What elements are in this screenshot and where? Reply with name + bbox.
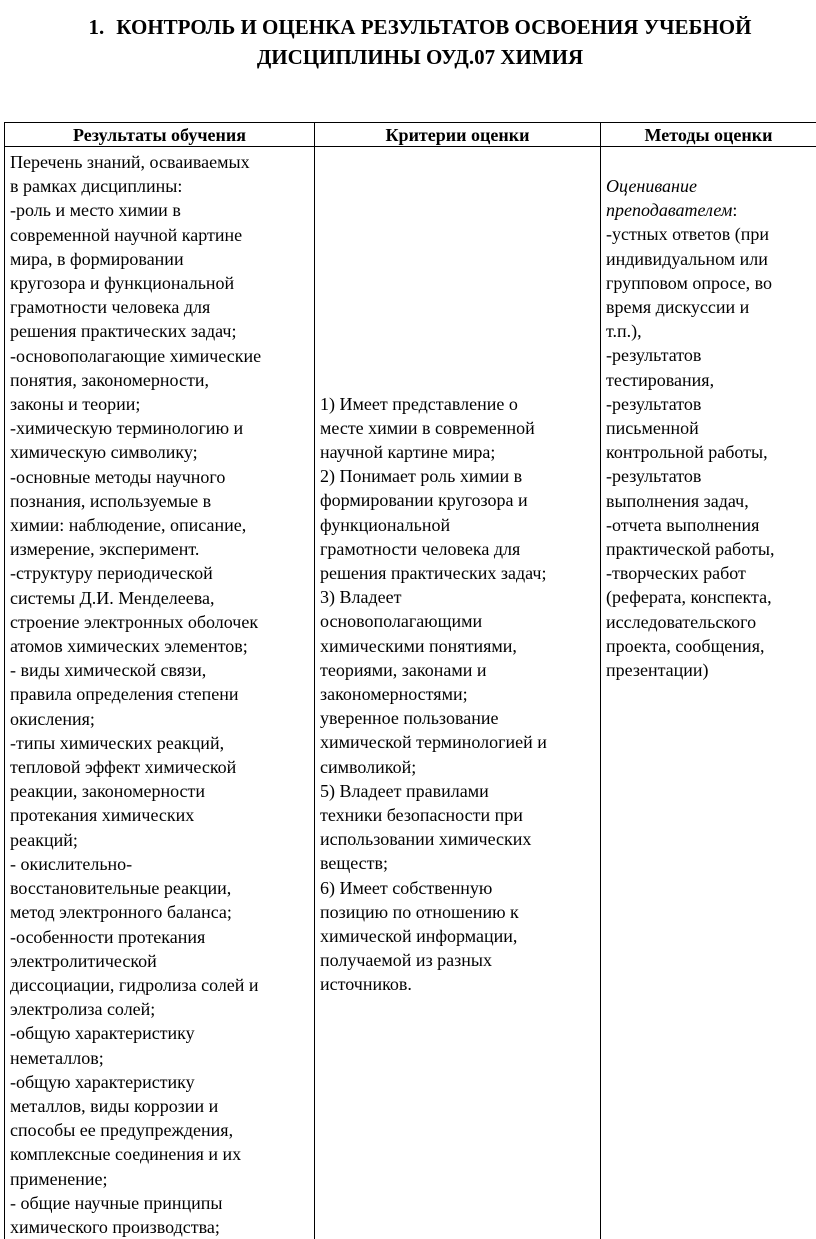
results-line: неметаллов; bbox=[10, 1046, 311, 1070]
results-line: протекания химических bbox=[10, 803, 311, 827]
results-line: кругозора и функциональной bbox=[10, 271, 311, 295]
results-line: применение; bbox=[10, 1167, 311, 1191]
title-line-2: ДИСЦИПЛИНЫ ОУД.07 ХИМИЯ bbox=[20, 42, 816, 72]
methods-heading-colon: : bbox=[732, 200, 737, 220]
results-line: метод электронного баланса; bbox=[10, 900, 311, 924]
methods-line: контрольной работы, bbox=[606, 440, 811, 464]
results-line: правила определения степени bbox=[10, 682, 311, 706]
results-line: -общую характеристику bbox=[10, 1021, 311, 1045]
criteria-line: химическими понятиями, bbox=[320, 634, 598, 658]
methods-line: (реферата, конспекта, bbox=[606, 585, 811, 609]
results-line: законы и теории; bbox=[10, 392, 311, 416]
results-line: электролиза солей; bbox=[10, 997, 311, 1021]
methods-line: -результатов bbox=[606, 343, 811, 367]
criteria-line: закономерностями; bbox=[320, 682, 598, 706]
methods-cell bbox=[601, 147, 816, 1239]
results-line: - окислительно- bbox=[10, 852, 311, 876]
criteria-line: позицию по отношению к bbox=[320, 900, 598, 924]
table-row bbox=[5, 147, 816, 1239]
methods-line: тестирования, bbox=[606, 368, 811, 392]
results-line: диссоциации, гидролиза солей и bbox=[10, 973, 311, 997]
criteria-line: 1) Имеет представление о bbox=[320, 392, 598, 416]
results-line: атомов химических элементов; bbox=[10, 634, 311, 658]
methods-heading-line1: Оценивание bbox=[606, 176, 697, 196]
results-line: в рамках дисциплины: bbox=[10, 174, 311, 198]
criteria-line: теориями, законами и bbox=[320, 658, 598, 682]
results-line: мира, в формировании bbox=[10, 247, 311, 271]
criteria-line: 2) Понимает роль химии в bbox=[320, 464, 598, 488]
results-line: Перечень знаний, осваиваемых bbox=[10, 150, 311, 174]
title-number: 1. bbox=[89, 15, 105, 39]
results-line: строение электронных оболочек bbox=[10, 610, 311, 634]
header-methods: Методы оценки bbox=[601, 123, 816, 147]
results-line: современной научной картине bbox=[10, 223, 311, 247]
header-criteria: Критерии оценки bbox=[315, 123, 601, 147]
criteria-line: основополагающими bbox=[320, 609, 598, 633]
methods-line: -устных ответов (при bbox=[606, 222, 811, 246]
methods-line: выполнения задач, bbox=[606, 489, 811, 513]
results-line: -общую характеристику bbox=[10, 1070, 311, 1094]
results-line: -основополагающие химические bbox=[10, 344, 311, 368]
title-line-1: КОНТРОЛЬ И ОЦЕНКА РЕЗУЛЬТАТОВ ОСВОЕНИЯ УЧЕБНОЙ bbox=[116, 15, 751, 39]
results-line: химического производства; bbox=[10, 1215, 311, 1239]
results-line: понятия, закономерности, bbox=[10, 368, 311, 392]
criteria-line: веществ; bbox=[320, 851, 598, 875]
methods-line: -результатов bbox=[606, 392, 811, 416]
results-line: химическую символику; bbox=[10, 440, 311, 464]
results-line: химии: наблюдение, описание, bbox=[10, 513, 311, 537]
criteria-line: научной картине мира; bbox=[320, 440, 598, 464]
methods-line: -творческих работ bbox=[606, 561, 811, 585]
results-line: - общие научные принципы bbox=[10, 1191, 311, 1215]
methods-line: т.п.), bbox=[606, 319, 811, 343]
methods-list bbox=[606, 222, 811, 682]
results-line: -структуру периодической bbox=[10, 561, 311, 585]
criteria-line: решения практических задач; bbox=[320, 561, 598, 585]
criteria-line: уверенное пользование bbox=[320, 706, 598, 730]
results-line: металлов, виды коррозии и bbox=[10, 1094, 311, 1118]
results-line: восстановительные реакции, bbox=[10, 876, 311, 900]
results-line: познания, используемые в bbox=[10, 489, 311, 513]
methods-line: исследовательского bbox=[606, 610, 811, 634]
methods-line: проекта, сообщения, bbox=[606, 634, 811, 658]
criteria-line: формировании кругозора и bbox=[320, 488, 598, 512]
criteria-line: функциональной bbox=[320, 513, 598, 537]
results-line: способы ее предупреждения, bbox=[10, 1118, 311, 1142]
results-line: -химическую терминологию и bbox=[10, 416, 311, 440]
methods-line: письменной bbox=[606, 416, 811, 440]
results-line: электролитической bbox=[10, 949, 311, 973]
results-line: окисления; bbox=[10, 707, 311, 731]
methods-line: презентации) bbox=[606, 658, 811, 682]
criteria-line: химической информации, bbox=[320, 924, 598, 948]
methods-heading-line2: преподавателем bbox=[606, 200, 732, 220]
criteria-line: 6) Имеет собственную bbox=[320, 876, 598, 900]
results-line: -основные методы научного bbox=[10, 465, 311, 489]
results-line: -типы химических реакций, bbox=[10, 731, 311, 755]
criteria-line: 3) Владеет bbox=[320, 585, 598, 609]
criteria-line: техники безопасности при bbox=[320, 803, 598, 827]
document-title bbox=[20, 12, 816, 72]
results-cell bbox=[5, 147, 315, 1239]
criteria-line: месте химии в современной bbox=[320, 416, 598, 440]
results-line: решения практических задач; bbox=[10, 319, 311, 343]
criteria-line: источников. bbox=[320, 972, 598, 996]
results-line: тепловой эффект химической bbox=[10, 755, 311, 779]
assessment-table bbox=[4, 122, 816, 1239]
header-results: Результаты обучения bbox=[5, 123, 315, 147]
results-line: - виды химической связи, bbox=[10, 658, 311, 682]
criteria-line: грамотности человека для bbox=[320, 537, 598, 561]
methods-line: -отчета выполнения bbox=[606, 513, 811, 537]
methods-line: групповом опросе, во bbox=[606, 271, 811, 295]
table-header-row bbox=[5, 123, 816, 147]
results-line: -роль и место химии в bbox=[10, 198, 311, 222]
results-line: комплексные соединения и их bbox=[10, 1142, 311, 1166]
methods-line: практической работы, bbox=[606, 537, 811, 561]
methods-line: индивидуальном или bbox=[606, 247, 811, 271]
methods-line: время дискуссии и bbox=[606, 295, 811, 319]
criteria-cell bbox=[315, 147, 601, 1239]
results-line: системы Д.И. Менделеева, bbox=[10, 586, 311, 610]
criteria-line: получаемой из разных bbox=[320, 948, 598, 972]
criteria-line: символикой; bbox=[320, 755, 598, 779]
results-line: реакции, закономерности bbox=[10, 779, 311, 803]
results-line: реакций; bbox=[10, 828, 311, 852]
criteria-line: использовании химических bbox=[320, 827, 598, 851]
criteria-line: 5) Владеет правилами bbox=[320, 779, 598, 803]
methods-line: -результатов bbox=[606, 464, 811, 488]
results-line: -особенности протекания bbox=[10, 925, 311, 949]
criteria-line: химической терминологией и bbox=[320, 730, 598, 754]
results-line: грамотности человека для bbox=[10, 295, 311, 319]
results-line: измерение, эксперимент. bbox=[10, 537, 311, 561]
